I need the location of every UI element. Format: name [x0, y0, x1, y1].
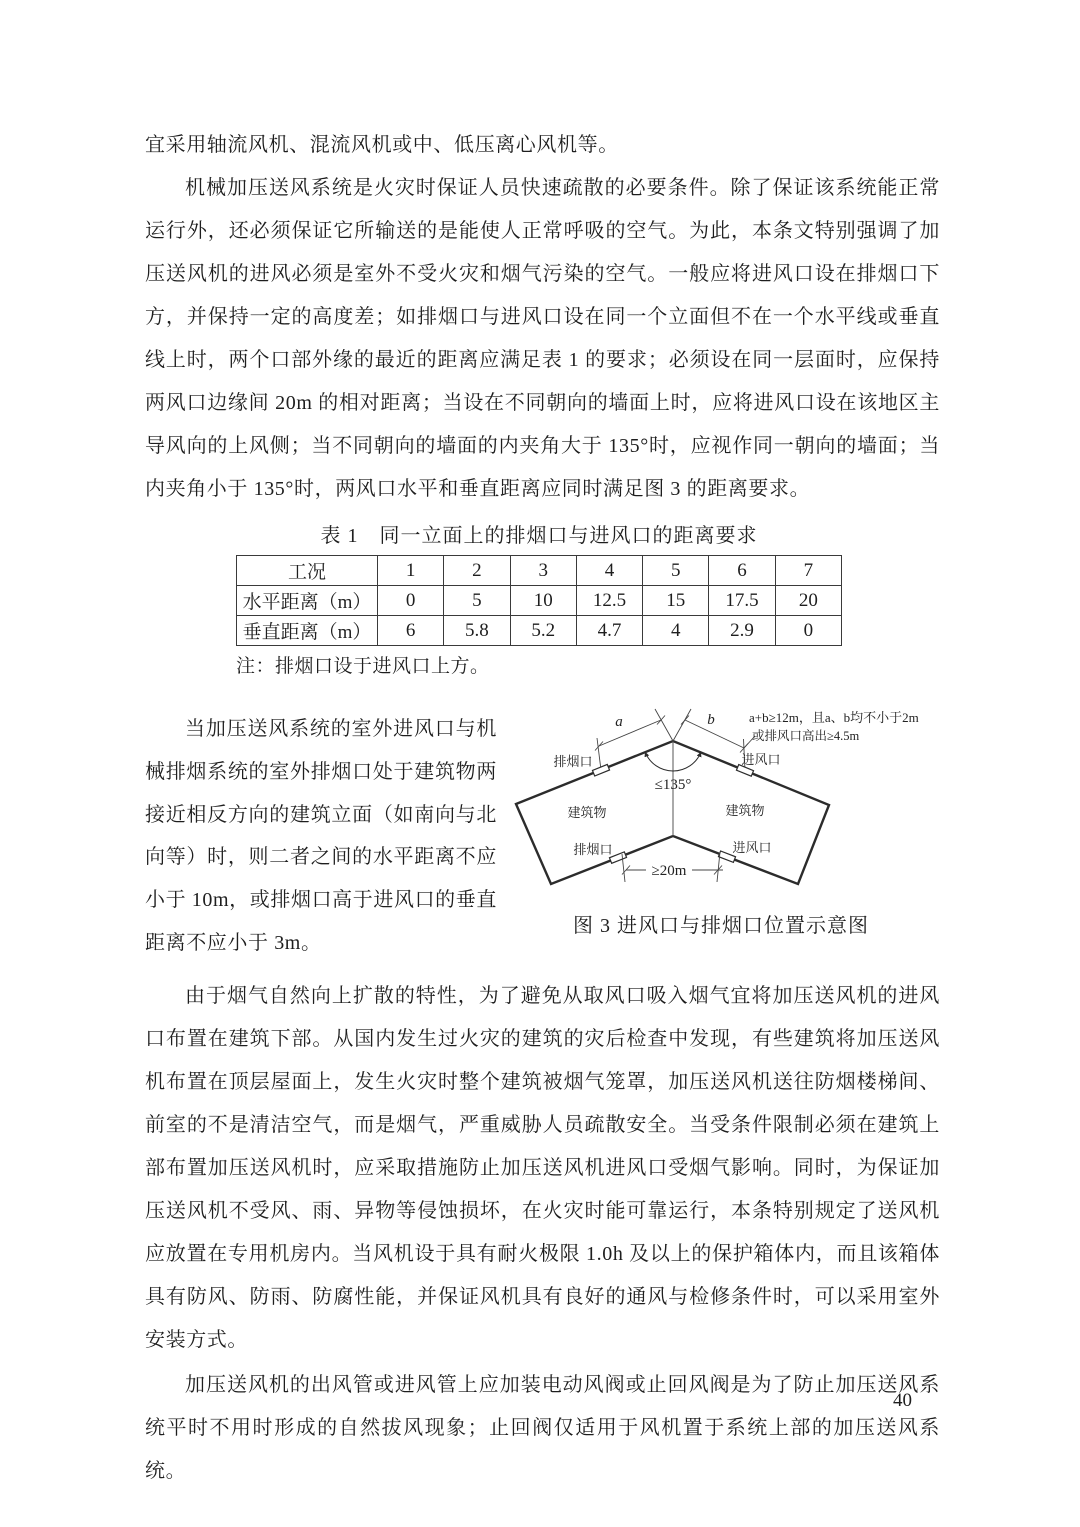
side-column	[145, 708, 497, 965]
annotation-line1: a+b≥12m，且a、b均不小于2m	[749, 710, 919, 725]
table-cell: 12.5	[576, 586, 642, 616]
smoke-outlet-bottom-label: 排烟口	[573, 842, 613, 857]
table-cell: 15	[643, 586, 709, 616]
table-cell: 6	[709, 556, 775, 586]
figure3-svg	[501, 696, 991, 892]
distance-label: ≥20m	[651, 863, 687, 879]
side-paragraph: 当加压送风系统的室外进风口与机械排烟系统的室外排烟口处于建筑物两接近相反方向的建筑立面（如南向与北向等）时，则二者之间的水平距离不应小于 10m，或排烟口高于进风口的垂直距离不应小于 3m。	[145, 718, 497, 954]
table-cell: 2	[444, 556, 510, 586]
building-right-label: 建筑物	[725, 803, 765, 818]
table-cell: 2.9	[709, 616, 775, 646]
building-left-label: 建筑物	[567, 805, 607, 820]
paragraph-smoke-rise: 由于烟气自然向上扩散的特性，为了避免从取风口吸入烟气宜将加压送风机的进风口布置在建筑下部。从国内发生过火灾的建筑的灾后检查中发现，有些建筑将加压送风机布置在顶层屋面上，发生火灾时整个建筑被烟气笼罩，加压送风机送往防烟楼梯间、前室的不是清洁空气，而是烟气，严重威胁人员疏散安全。当受条件限制必须在建筑上部布置加压送风机时，应采取措施防止加压送风机进风口受烟气影响。同时，为保证加压送风机不受风、雨、异物等侵蚀损坏，在火灾时能可靠运行，本条特别规定了送风机应放置在专用机房内。当风机设于具有耐火极限 1.0h 及以上的保护箱体内，而且该箱体具有防风、防雨、防腐性能，并保证风机具有良好的通风与检修条件时，可以采用室外安装方式。	[145, 984, 940, 1351]
smoke-outlet-top-label: 排烟口	[553, 754, 593, 769]
table-cell: 20	[775, 586, 841, 616]
table-cell: 5	[444, 586, 510, 616]
table-cell: 5.2	[510, 616, 576, 646]
table-cell: 1	[378, 556, 444, 586]
table-cell: 4.7	[576, 616, 642, 646]
air-inlet-top-label: 进风口	[741, 752, 781, 767]
page-number: 40	[893, 1390, 912, 1411]
figure-section	[145, 694, 1080, 965]
table-cell: 17.5	[709, 586, 775, 616]
paragraph-pressurization: 机械加压送风系统是火灾时保证人员快速疏散的必要条件。除了保证该系统能正常运行外，还必须保证它所输送的是能使人正常呼吸的空气。为此，本条文特别强调了加压送风机的进风必须是室外不受火灾和烟气污染的空气。一般应将进风口设在排烟口下方，并保持一定的高度差；如排烟口与进风口设在同一个立面但不在一个水平线或垂直线上时，两个口部外缘的最近的距离应满足表 1 的要求；必须设在同一层面时，应保持两风口边缘间 20m 的相对距离；当设在不同朝向的墙面上时，应将进风口设在该地区主导风向的上风侧；当不同朝向的墙面的内夹角大于 135°时，应视作同一朝向的墙面；当内夹角小于 135°时，两风口水平和垂直距离应同时满足图 3 的距离要求。	[145, 177, 940, 500]
paragraph-check-valve: 加压送风机的出风管或进风管上应加装电动风阀或止回风阀是为了防止加压送风系统平时不用时形成的自然拔风现象；止回阀仅适用于风机置于系统上部的加压送风系统。	[145, 1373, 940, 1482]
table-cell: 5.8	[444, 616, 510, 646]
annotation-line2: 或排风口高出≥4.5m	[752, 729, 860, 743]
table1-block	[236, 521, 842, 682]
table1-note: 注：排烟口设于进风口上方。	[236, 656, 490, 677]
dim-a-label: a	[615, 714, 623, 730]
angle-label: ≤135°	[654, 777, 692, 793]
table-cell: 0	[378, 586, 444, 616]
table-cell: 10	[510, 586, 576, 616]
table-row	[237, 616, 842, 646]
figure3	[501, 696, 991, 965]
table1-body	[237, 556, 842, 646]
table-row	[237, 586, 842, 616]
table1	[236, 555, 842, 646]
table-cell: 7	[775, 556, 841, 586]
table-cell: 0	[775, 616, 841, 646]
dim-b-label: b	[707, 712, 715, 728]
table-cell: 6	[378, 616, 444, 646]
table1-caption: 表 1 同一立面上的排烟口与进风口的距离要求	[320, 525, 758, 547]
table-cell: 3	[510, 556, 576, 586]
table-row	[237, 556, 842, 586]
table-cell: 工况	[237, 556, 378, 586]
table-cell: 垂直距离（m）	[237, 616, 378, 646]
air-inlet-bottom-label: 进风口	[732, 840, 772, 855]
table-cell: 4	[576, 556, 642, 586]
peak-extension-lines	[655, 709, 691, 741]
table-cell: 水平距离（m）	[237, 586, 378, 616]
figure3-caption: 图 3 进风口与排烟口位置示意图	[573, 915, 869, 937]
table-cell: 4	[643, 616, 709, 646]
paragraph-fan-types: 宜采用轴流风机、混流风机或中、低压离心风机等。	[145, 134, 619, 156]
table-cell: 5	[643, 556, 709, 586]
